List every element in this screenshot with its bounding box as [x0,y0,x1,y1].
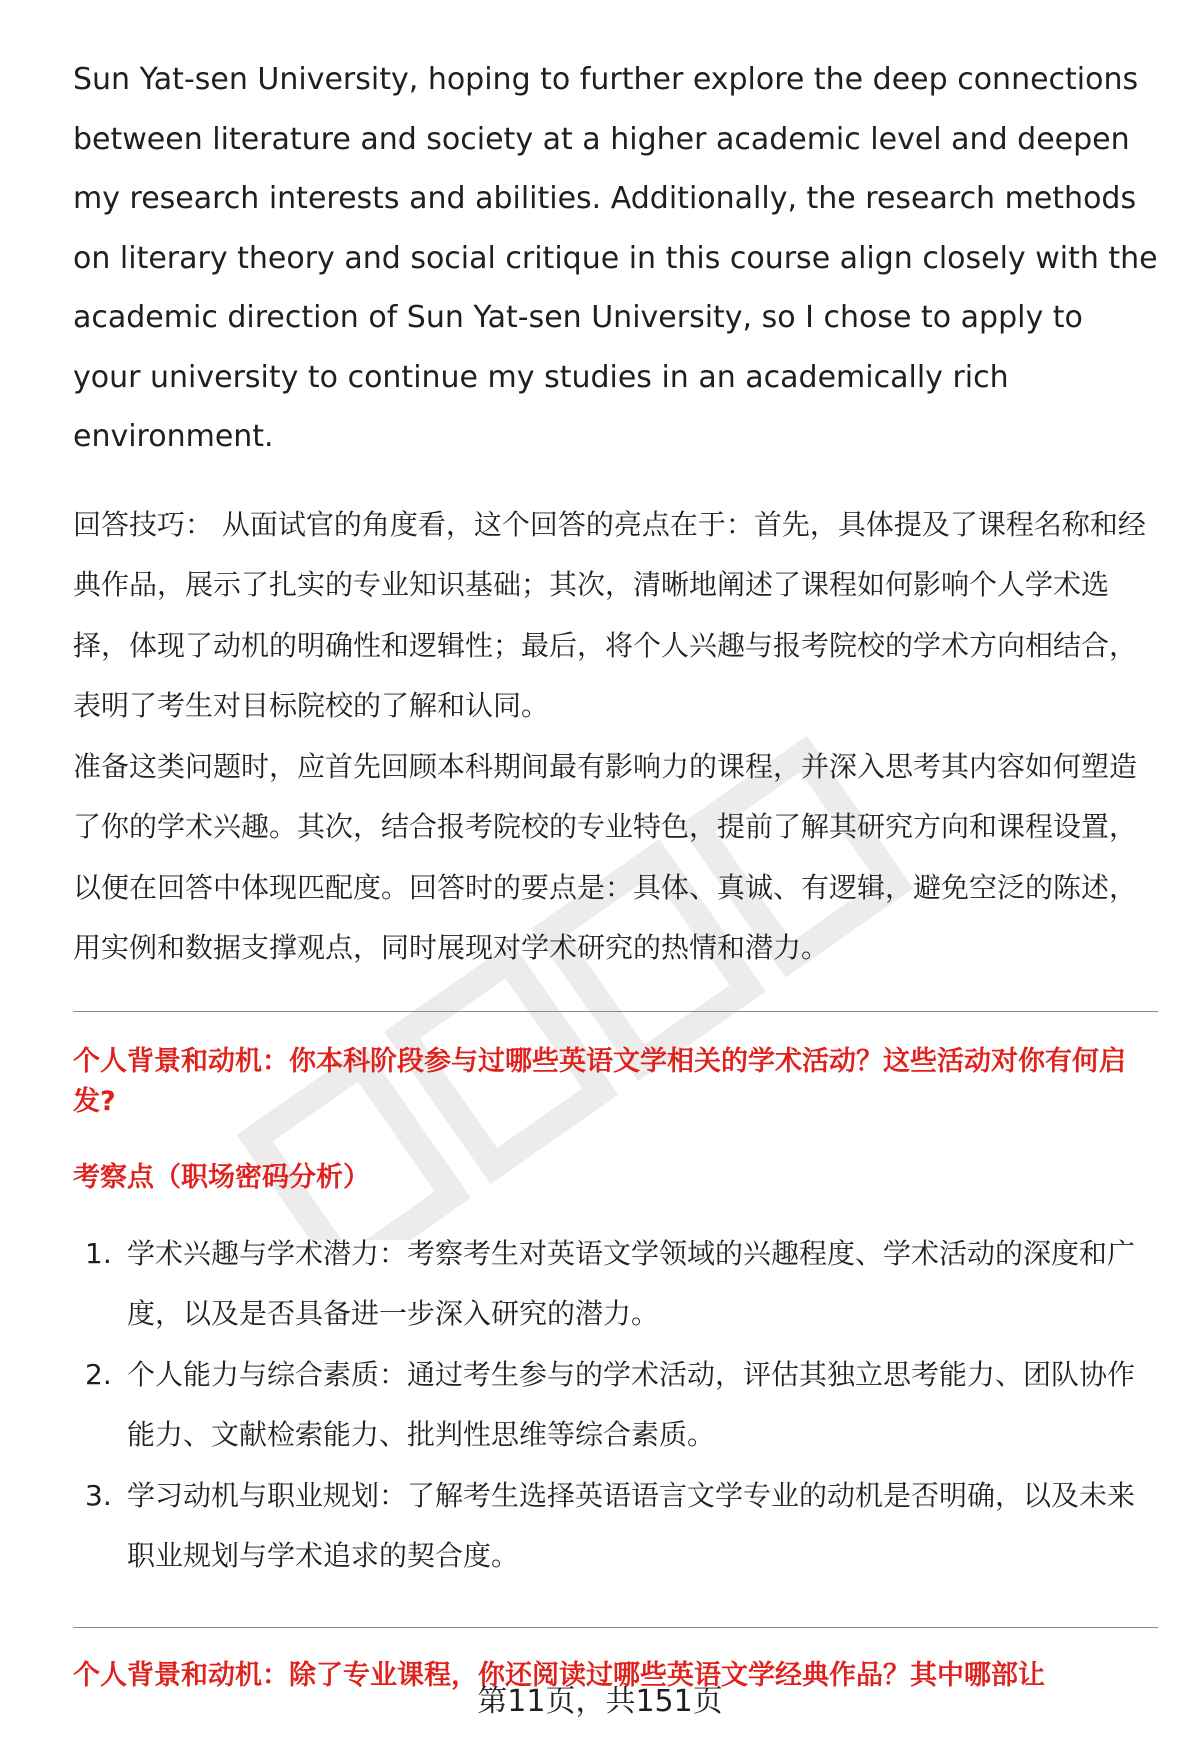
list-item [73,1345,1158,1466]
document-page [73,50,1158,1696]
list-item-text: 学习动机与职业规划：了解考生选择英语语言文学专业的动机是否明确，以及未来职业规划与学术追求的契合度。 [127,1478,1136,1572]
answer-tips-paragraph: 回答技巧： 从面试官的角度看，这个回答的亮点在于：首先，具体提及了课程名称和经典作品，展示了扎实的专业知识基础；其次，清晰地阐述了课程如何影响个人学术选择，体现了动机的明确性和逻辑性；最后，将个人兴趣与报考院校的学术方向相结合，表明了考生对目标院校的了解和认同。 [73,507,1146,722]
assessment-heading: 考察点（职场密码分析） [73,1161,370,1193]
list-item-number: 2. [85,1357,112,1391]
list-item-text: 学术兴趣与学术潜力：考察考生对英语文学领域的兴趣程度、学术活动的深度和广度，以及是否具备进一步深入研究的潜力。 [127,1236,1136,1330]
list-item [73,1466,1158,1587]
question-heading: 个人背景和动机：除了专业课程，你还阅读过哪些英语文学经典作品？其中哪部让 [73,1659,1045,1691]
list-item-text: 个人能力与综合素质：通过考生参与的学术活动，评估其独立思考能力、团队协作能力、文献检索能力、批判性思维等综合素质。 [127,1357,1136,1451]
intro-paragraph: Sun Yat-sen University, hoping to further explore the deep connections between literature and society at a higher academic level and deepen my research interests and abilities. Additionally, the research methods on literary theory and social critique in this course align closely with the academic direction of Sun Yat-sen University, so I chose to apply to your university to continue my studies in an academically rich environment. [73,62,1158,454]
list-item [73,1224,1158,1345]
page-number-footer: 第11页，共151页 [477,1684,723,1719]
assessment-list [73,1224,1158,1587]
section-divider [73,1627,1158,1628]
section-divider [73,1011,1158,1012]
list-item-number: 3. [85,1478,112,1512]
question-heading: 个人背景和动机：你本科阶段参与过哪些英语文学相关的学术活动？这些活动对你有何启发? [73,1045,1126,1117]
list-item-number: 1. [85,1236,112,1270]
preparation-paragraph: 准备这类问题时，应首先回顾本科期间最有影响力的课程，并深入思考其内容如何塑造了你的学术兴趣。其次，结合报考院校的专业特色，提前了解其研究方向和课程设置，以便在回答中体现匹配度。回答时的要点是：具体、真诚、有逻辑，避免空泛的陈述，用实例和数据支撑观点，同时展现对学术研究的热情和潜力。 [73,749,1138,964]
